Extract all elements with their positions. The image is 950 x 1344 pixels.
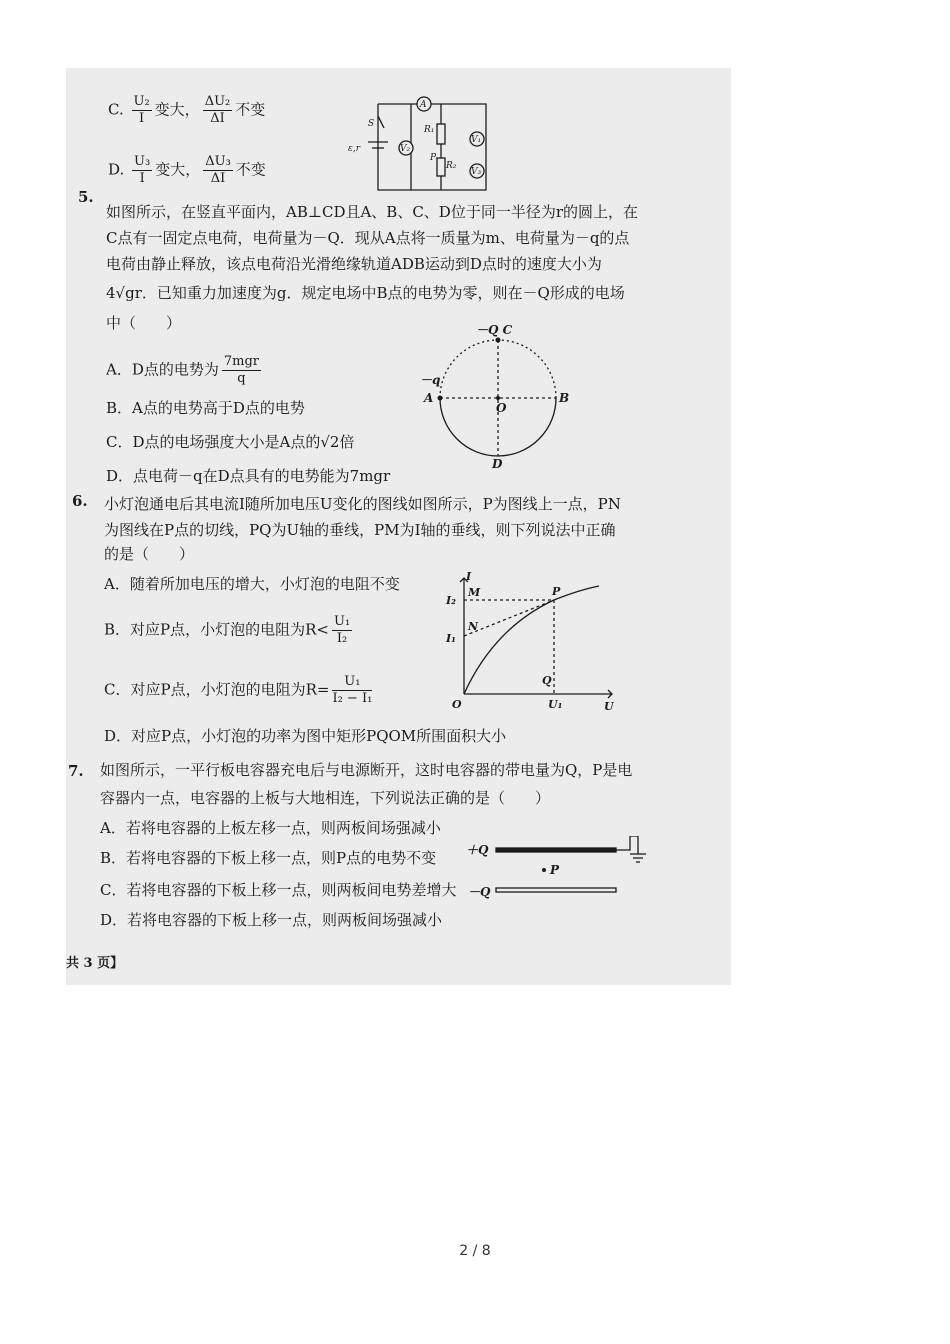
q7-line-2: 容器内一点，电容器的上板与大地相连，下列说法正确的是（ ） (100, 789, 551, 807)
q7-line-1: 如图所示，一平行板电容器充电后与电源断开，这时电容器的带电量为Q，P是电 (100, 761, 633, 779)
i-axis-label: I (466, 570, 472, 583)
page-number: 2 / 8 (459, 1243, 491, 1259)
q5-line-2: C点有一固定点电荷，电荷量为－Q．现从A点将一质量为m、电荷量为－q的点 (106, 229, 630, 247)
q5-option-b: B．A点的电势高于D点的电势 (106, 399, 305, 417)
emf-label: ε,r (348, 144, 360, 154)
q7-option-c: C．若将电容器的下板上移一点，则两板间电势差增大 (100, 881, 457, 899)
q7-option-b: B．若将电容器的下板上移一点，则P点的电势不变 (100, 849, 437, 867)
q4-option-d: D. $\frac{\text{U₃}}{I}$ 变大， $\frac{\text{ΔU₃}}{\Delta I}$ 不变 (108, 154, 266, 186)
point-o-label: O (496, 401, 507, 415)
q6-option-c: C．对应P点，小灯泡的电阻为R= $\frac{\text{U₁}}{\text{I₂ − I₁}}$ (104, 674, 373, 706)
q-point-label: Q (542, 674, 552, 687)
q5-number: 5. (78, 188, 94, 206)
q5-speed: 4√gr (106, 284, 142, 302)
p-point-label: P (552, 585, 561, 598)
capacitor-diagram (466, 836, 646, 906)
p-label: P (550, 863, 560, 877)
v3-label: V₃ (471, 167, 482, 177)
q6-option-b: B．对应P点，小灯泡的电阻为R< $\frac{\text{U₁}}{\text{I₂}}$ (104, 614, 351, 646)
q5-option-a: A．D点的电势为 $\frac{\text{7mgr}}{q}$ (106, 354, 260, 386)
switch-label: S (368, 119, 375, 129)
q7-option-a: A．若将电容器的上板左移一点，则两板间场强减小 (100, 819, 441, 837)
i1-label: I₁ (446, 632, 456, 645)
q6-line-3: 的是（ ） (104, 545, 195, 563)
scanned-page (66, 68, 731, 985)
neg-q-label: －q (420, 373, 441, 387)
i2-label: I₂ (446, 594, 456, 607)
m-label: M (468, 586, 481, 599)
iu-graph (444, 568, 619, 713)
r2-label: R₂ (446, 161, 457, 171)
u1-label: U₁ (548, 698, 563, 711)
q5-line-1: 如图所示，在竖直平面内，AB⊥CD且A、B、C、D位于同一半径为r的圆上，在 (106, 203, 638, 221)
point-a-label: A (424, 391, 434, 405)
q5-option-d: D．点电荷－q在D点具有的电势能为7mgr (106, 467, 391, 485)
q6-option-d: D．对应P点，小灯泡的功率为图中矩形PQOM所围面积大小 (104, 727, 507, 745)
v2-label: V₂ (400, 144, 411, 154)
r1-label: R₁ (424, 125, 435, 135)
q5-line-4: 4√gr．已知重力加速度为g．规定电场中B点的电势为零，则在－Q形成的电场 (106, 284, 625, 302)
q4-option-c: C. $\frac{\text{U₂}}{I}$ 变大， $\frac{\text{ΔU₂}}{\Delta I}$ 不变 (108, 94, 266, 126)
u-axis-label: U (604, 700, 614, 713)
q6-number: 6. (72, 492, 88, 510)
q7-number: 7. (68, 762, 84, 780)
p-label: P (430, 153, 437, 163)
q5-option-c: C．D点的电场强度大小是A点的√2倍 (106, 433, 355, 451)
v1-label: V₁ (471, 135, 482, 145)
circuit-diagram (346, 96, 496, 196)
circle-diagram (416, 320, 586, 470)
q6-line-1: 小灯泡通电后其电流I随所加电压U变化的图线如图所示，P为图线上一点，PN (104, 495, 621, 513)
q5-line-3: 电荷由静止释放，该点电荷沿光滑绝缘轨道ADB运动到D点时的速度大小为 (106, 255, 602, 273)
q5-line-5: 中（ ） (106, 314, 182, 332)
q6-option-a: A．随着所加电压的增大，小灯泡的电阻不变 (104, 575, 400, 593)
q6-line-2: 为图线在P点的切线，PQ为U轴的垂线，PM为I轴的垂线，则下列说法中正确 (104, 521, 616, 539)
ammeter-label: A (420, 100, 427, 110)
minus-q-label: －Q (468, 885, 491, 899)
neg-q-c-label: －Q C (476, 323, 513, 337)
page-mark: 共 3 页】 (66, 956, 124, 971)
point-d-label: D (492, 457, 503, 470)
q7-option-d: D．若将电容器的下板上移一点，则两板间场强减小 (100, 911, 443, 929)
point-b-label: B (559, 391, 570, 405)
n-label: N (468, 620, 479, 633)
origin-label: O (452, 698, 462, 711)
plus-q-label: ＋Q (466, 843, 489, 857)
